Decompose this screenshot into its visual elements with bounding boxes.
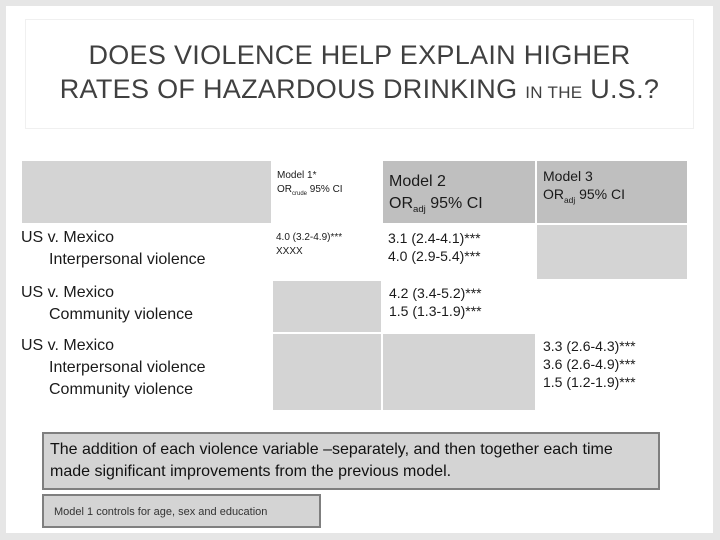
title-line-2a: RATES OF HAZARDOUS DRINKING <box>59 74 526 104</box>
title-line-2b: IN THE <box>525 83 583 102</box>
title-line-1: DOES VIOLENCE HELP EXPLAIN HIGHER <box>88 40 631 70</box>
cell-model-3-empty <box>536 224 688 280</box>
cell-model-1-empty <box>272 280 382 333</box>
table-row <box>21 333 688 411</box>
slide-title <box>60 38 659 110</box>
header-model-1: Model 1* $OR_{crude}$ 95% CI <box>272 160 382 224</box>
cell-model-1-empty <box>272 333 382 411</box>
header-model-3: Model 3 $OR_{adj}$ 95% CI <box>536 160 688 224</box>
header-model-2: Model 2 $OR_{adj}$ 95% CI <box>382 160 536 224</box>
table-row <box>21 280 688 333</box>
summary-note: The addition of each violence variable –separately, and then together each time made significant improvements from the previous model. <box>42 432 660 490</box>
row-label: US v. Mexico Interpersonal violence Community violence <box>21 337 206 398</box>
title-line-2c: U.S.? <box>582 74 660 104</box>
title-box <box>26 20 693 128</box>
row-label: US v. Mexico Community violence <box>21 284 194 323</box>
cell-model-2: 4.2 (3.4-5.2)*** 1.5 (1.3-1.9)*** <box>389 285 482 319</box>
results-table <box>20 159 689 412</box>
cell-model-3-empty <box>536 280 688 333</box>
table-header-row <box>21 160 688 224</box>
footnote: Model 1 controls for age, sex and education <box>42 494 321 528</box>
row-label: US v. Mexico Interpersonal violence <box>21 229 206 268</box>
cell-model-3: 3.3 (2.6-4.3)*** 3.6 (2.6-4.9)*** 1.5 (1.2-1.9)*** <box>543 338 636 390</box>
cell-model-2-empty <box>382 333 536 411</box>
header-blank-cell <box>21 160 272 224</box>
table-row <box>21 224 688 280</box>
cell-model-1: 4.0 (3.2-4.9)*** XXXX <box>276 232 343 257</box>
cell-model-2: 3.1 (2.4-4.1)*** 4.0 (2.9-5.4)*** <box>388 230 481 264</box>
